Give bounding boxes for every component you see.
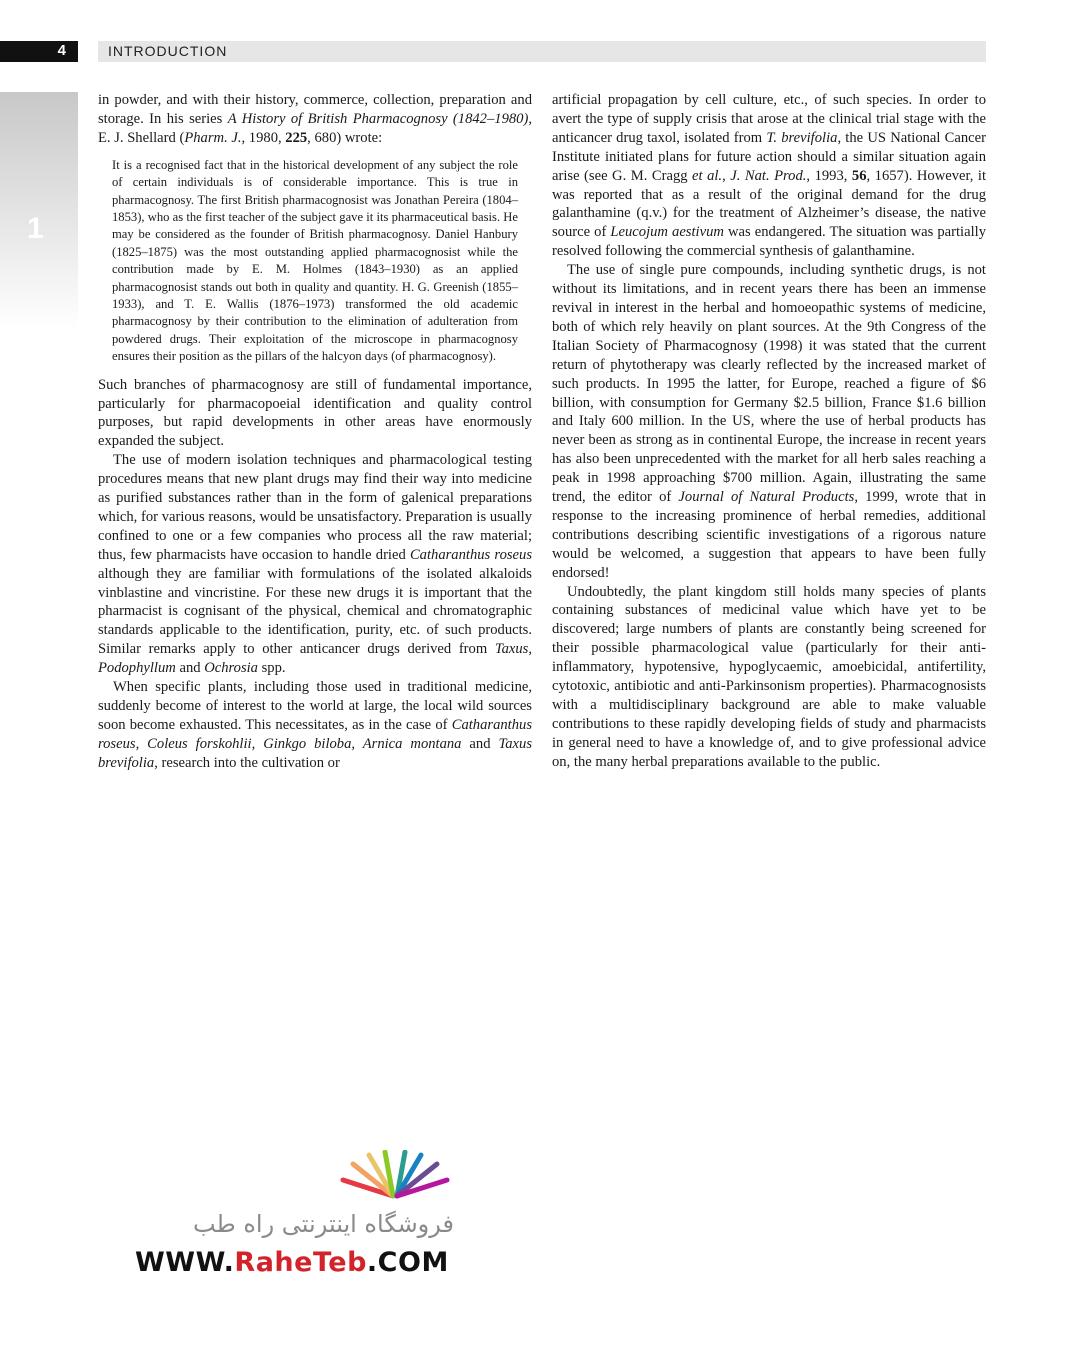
paragraph: in powder, and with their history, commerce, collection, preparation and storage. In his series A History of British Pharmacognosy (1842–1980), E. J. Shellard (Pharm. J., 1980, 225, 680) wrote: xyxy=(98,92,532,146)
paragraph: Such branches of pharmacognosy are still of fundamental importance, particularly for pharmacopoeial identification and quality control purposes, but rapid developments in other areas have enormously expanded the subject. xyxy=(98,376,532,450)
book-logo-icon xyxy=(335,1150,455,1200)
watermark-persian-text: فروشگاه اینترنتی راه طب xyxy=(193,1210,454,1238)
quote-text: It is a recognised fact that in the historical development of any subject the role of certain individuals is of considerable importance. This is true in pharmacognosy. The first British pharmacognosist was Jonathan Pereira (1804–1853), who as the first teacher of the subject gave it its pharmaceutical basis. He may be considered as the founder of British pharmacognosy. Daniel Hanbury (1825–1875) was the most outstanding applied pharmacognosist while the contribution made by E. M. Holmes (1843–1930) as an applied pharmacognosist stands out both in quality and quantity. H. G. Greenish (1855–1933), and T. E. Wallis (1876–1973) transformed the old academic pharmacognosy by their contribution to the elimination of adulteration from powdered drugs. Their exploitation of the microscope in pharmacognosy ensures their position as the pillars of the halcyon days (of pharmacognosy). xyxy=(112,157,518,364)
block-quote xyxy=(112,157,518,366)
page-number-box xyxy=(0,41,78,62)
watermark xyxy=(130,1150,460,1285)
chapter-tab xyxy=(0,92,78,330)
watermark-url: WWW.RaheTeb.COM xyxy=(135,1247,449,1278)
paragraph: When specific plants, including those used in traditional medicine, suddenly become of interest to the world at large, the local wild sources soon become exhausted. This necessitates, as in the case of Catharanthus roseus, Coleus forskohlii, Ginkgo biloba, Arnica montana and Taxus brevifolia, research into the cultivation or xyxy=(98,679,532,771)
paragraph: The use of modern isolation techniques and pharmacological testing procedures means that new plant drugs may find their way into medicine as purified substances rather than in the form of galenical preparations which, for various reasons, would be unsatisfactory. Preparation is usually confined to one or a few companies who process all the raw material; thus, few pharmacists have occasion to handle dried Catharanthus roseus although they are familiar with formulations of the isolated alkaloids vinblastine and vincristine. For these new drugs it is important that the pharmacist is cognisant of the physical, chemical and chromatographic standards applicable to the identification, purity, etc. of such products. Similar remarks apply to other anticancer drugs derived from Taxus, Podophyllum and Ochrosia spp. xyxy=(98,452,532,677)
left-column xyxy=(98,91,532,773)
chapter-number: 1 xyxy=(27,212,44,245)
paragraph: artificial propagation by cell culture, etc., of such species. In order to avert the type of supply crisis that arose at the clinical trial stage with the anticancer drug taxol, isolated from T. brevifolia, the US National Cancer Institute initiated plans for future action should a similar situation again arise (see G. M. Cragg et al., J. Nat. Prod., 1993, 56, 1657). However, it was reported that as a result of the original demand for the drug galanthamine (q.v.) for the treatment of Alzheimer’s disease, the native source of Leucojum aestivum was endangered. The situation was partially resolved following the commercial synthesis of galanthamine. xyxy=(552,92,987,260)
right-column xyxy=(552,91,986,772)
running-header xyxy=(98,41,986,62)
paragraph: The use of single pure compounds, including synthetic drugs, is not without its limitations, and in recent years there has been an immense revival in interest in the herbal and homoeopathic systems of medicine, both of which rely heavily on plant sources. At the 9th Congress of the Italian Society of Pharmacognosy (1998) it was stated that the current return of phytotherapy was clearly reflected by the increased market of such products. In 1995 the latter, for Europe, reached a figure of $6 billion, with consumption for Germany $2.5 billion, France $1.6 billion and Italy 600 million. In the US, where the use of herbal products has never been as strong as in continental Europe, the increase in recent years has also been unprecedented with the market for all herb sales reaching a peak in 1998 approaching $700 million. Again, illustrating the same trend, the editor of Journal of Natural Products, 1999, wrote that in response to the increasing prominence of herbal remedies, additional contributions describing scientific investigations of a rigorous nature would be welcomed, a suggestion that appears to have been fully endorsed! xyxy=(552,262,987,581)
page-number: 4 xyxy=(57,42,66,59)
paragraph: Undoubtedly, the plant kingdom still holds many species of plants containing substances of medicinal value which have yet to be discovered; large numbers of plants are constantly being screened for their possible pharmacological value (particularly for their anti-inflammatory, hypotensive, hypoglycaemic, amoebicidal, antifertility, cytotoxic, antibiotic and anti-Parkinsonism properties). Pharmacognosists with a multidisciplinary background are able to make valuable contributions to these rapidly developing fields of study and pharmacists in general need to have a knowledge of, and to give professional advice on, the many herbal preparations available to the public. xyxy=(552,583,986,770)
section-title: INTRODUCTION xyxy=(108,43,228,59)
